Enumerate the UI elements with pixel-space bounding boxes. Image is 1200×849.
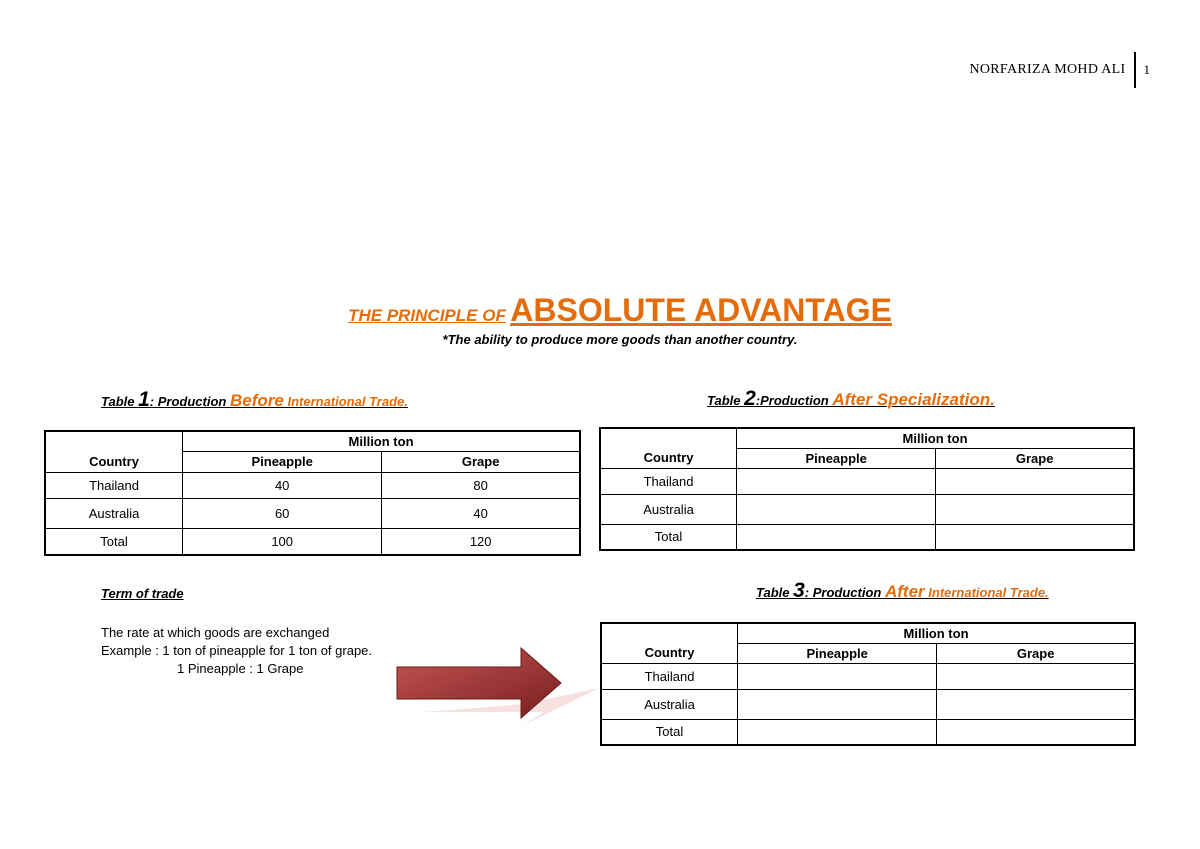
- author-name: NORFARIZA MOHD ALI: [969, 62, 1126, 77]
- table3-cell: Total: [601, 719, 738, 745]
- table3-group-header: Million ton: [738, 623, 1135, 643]
- table3-cell: [937, 663, 1135, 689]
- page-number: 1: [1143, 62, 1150, 77]
- term-line-3: 1 Pineapple : 1 Grape: [177, 661, 304, 676]
- table3: [600, 622, 1136, 746]
- table1-caption-num: 1: [138, 388, 150, 411]
- table2-col-grape: Grape: [936, 448, 1134, 468]
- table3-cell: [738, 719, 937, 745]
- table1-cell: 80: [382, 472, 580, 498]
- term-of-trade-text: [101, 624, 372, 678]
- table1-cell: 100: [183, 528, 382, 555]
- table1-caption-word: Table: [101, 394, 135, 409]
- table2-caption-highlight: After Specialization.: [832, 390, 995, 409]
- table2-cell: [936, 494, 1134, 524]
- table-row: [45, 528, 580, 555]
- table3-caption-text: : Production: [804, 585, 882, 600]
- term-line-1: The rate at which goods are exchanged: [101, 625, 330, 640]
- table2-cell: [737, 494, 936, 524]
- table1-caption-rest: International Trade.: [287, 394, 408, 409]
- table1: [44, 430, 581, 556]
- table3-col-grape: Grape: [937, 643, 1135, 663]
- table1-cell: Total: [45, 528, 183, 555]
- table2-caption-num: 2: [744, 387, 756, 410]
- table3-cell: [738, 663, 937, 689]
- table1-cell: Thailand: [45, 472, 183, 498]
- table-row: [601, 663, 1135, 689]
- table2-col-pineapple: Pineapple: [737, 448, 936, 468]
- table3-cell: Thailand: [601, 663, 738, 689]
- table3-cell: [937, 719, 1135, 745]
- table1-cell: 60: [183, 498, 382, 528]
- table1-cell: 40: [183, 472, 382, 498]
- table-row: [600, 468, 1134, 494]
- header-divider: [1134, 52, 1136, 88]
- table2-cell: Thailand: [600, 468, 737, 494]
- right-arrow-icon: [394, 640, 604, 730]
- term-line-2: Example : 1 ton of pineapple for 1 ton of grape.: [101, 643, 373, 658]
- table3-col-country: Country: [601, 643, 738, 663]
- table3-caption-rest: International Trade.: [928, 585, 1049, 600]
- table1-col-pineapple: Pineapple: [183, 451, 382, 472]
- table3-corner: [601, 623, 738, 643]
- table3-cell: Australia: [601, 689, 738, 719]
- table-row: [601, 719, 1135, 745]
- table1-corner: [45, 431, 183, 451]
- table3-caption-num: 3: [793, 579, 805, 602]
- table2-cell: [936, 468, 1134, 494]
- table2: [599, 427, 1135, 551]
- table1-caption: [101, 388, 408, 412]
- table2-cell: [737, 468, 936, 494]
- table3-caption-highlight: After: [884, 582, 925, 601]
- table1-caption-highlight: Before: [229, 391, 284, 410]
- table3-cell: [738, 689, 937, 719]
- term-of-trade-heading: Term of trade: [101, 586, 184, 601]
- table-row: [45, 498, 580, 528]
- table1-cell: Australia: [45, 498, 183, 528]
- table-row: [601, 689, 1135, 719]
- table3-cell: [937, 689, 1135, 719]
- table2-cell: Australia: [600, 494, 737, 524]
- table2-corner: [600, 428, 737, 448]
- table-row: [600, 524, 1134, 550]
- page-header: [969, 52, 1150, 88]
- table1-caption-text: : Production: [149, 394, 227, 409]
- table1-col-grape: Grape: [382, 451, 580, 472]
- table1-group-header: Million ton: [183, 431, 580, 451]
- page-subtitle: *The ability to produce more goods than another country.: [442, 332, 798, 347]
- table2-caption: [707, 387, 995, 411]
- table1-cell: 40: [382, 498, 580, 528]
- table2-caption-text: :Production: [755, 393, 829, 408]
- table2-cell: [936, 524, 1134, 550]
- table2-group-header: Million ton: [737, 428, 1134, 448]
- table1-col-country: Country: [45, 451, 183, 472]
- table2-caption-word: Table: [707, 393, 741, 408]
- table3-col-pineapple: Pineapple: [738, 643, 937, 663]
- title-prefix: THE PRINCIPLE OF: [348, 306, 506, 325]
- table2-cell: Total: [600, 524, 737, 550]
- table2-col-country: Country: [600, 448, 737, 468]
- table-row: [600, 494, 1134, 524]
- title-main: ABSOLUTE ADVANTAGE: [510, 292, 892, 328]
- table1-cell: 120: [382, 528, 580, 555]
- table2-cell: [737, 524, 936, 550]
- page-title: [0, 292, 1200, 329]
- table3-caption-word: Table: [756, 585, 790, 600]
- table3-caption: [756, 579, 1049, 603]
- table-row: [45, 472, 580, 498]
